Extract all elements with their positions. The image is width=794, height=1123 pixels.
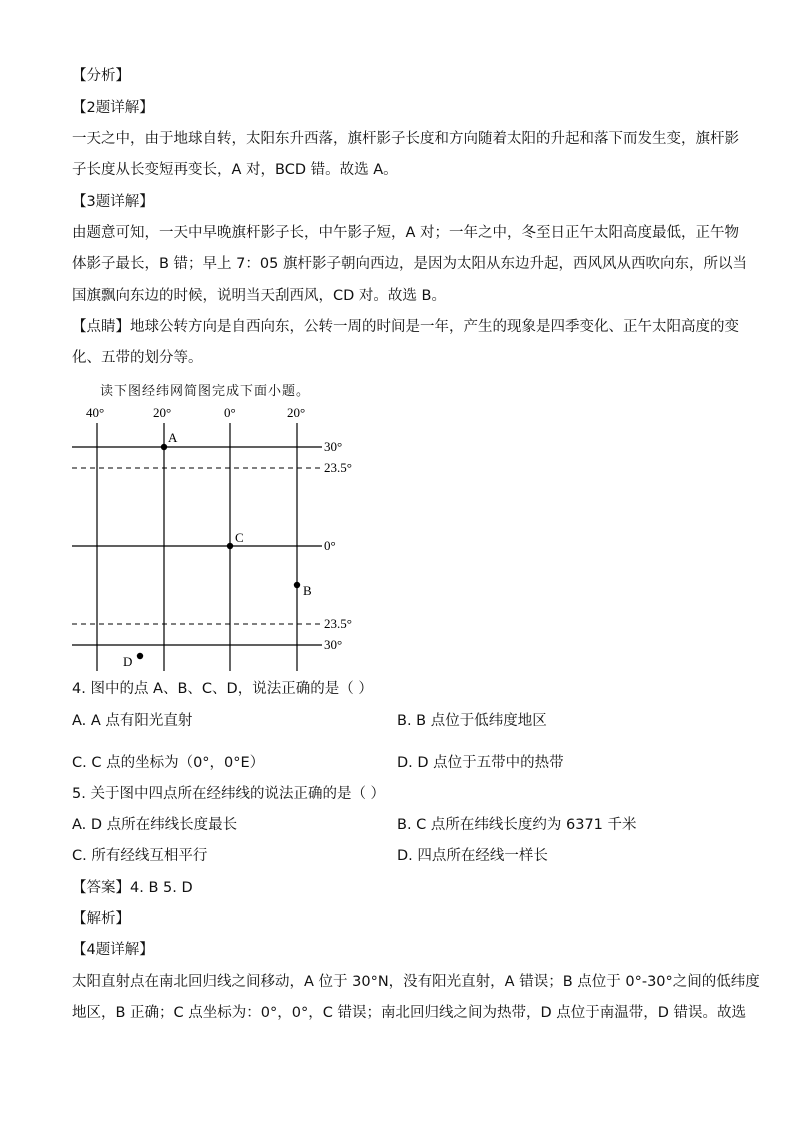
q2-detail-heading: 【2题详解】 <box>72 100 154 116</box>
lon-label-40w: 40° <box>86 405 105 420</box>
point-b-dot <box>294 582 300 588</box>
q4-option-a: A. A 点有阳光直射 <box>72 713 193 729</box>
point-a-label: A <box>168 430 178 445</box>
lat-label-equator: 0° <box>324 538 336 553</box>
q3-explanation-line-1: 由题意可知，一天中早晚旗杆影子长，中午影子短，A 对；一年之中，冬至日正午太阳高度最低，正午物 <box>72 225 740 241</box>
lat-lon-grid-figure <box>60 396 370 674</box>
point-a-dot <box>161 444 167 450</box>
q2-explanation-line-1: 一天之中，由于地球自转，太阳东升西落，旗杆影子长度和方向随着太阳的升起和落下而发生变，旗杆影 <box>72 131 739 147</box>
point-d-label: D <box>123 654 133 669</box>
q5-option-a: A. D 点所在纬线长度最长 <box>72 817 238 833</box>
figure-caption: 读下图经纬网简图完成下面小题。 <box>100 384 311 399</box>
q4-detail-heading: 【4题详解】 <box>72 942 154 958</box>
q5-stem: 5. 关于图中四点所在经纬线的说法正确的是（ ） <box>72 786 386 802</box>
q3-explanation-line-3: 国旗飘向东边的时候，说明当天刮西风，CD 对。故选 B。 <box>72 288 446 304</box>
q2-explanation-line-2: 子长度从长变短再变长，A 对，BCD 错。故选 A。 <box>72 162 398 178</box>
lon-label-0: 0° <box>224 405 236 420</box>
analysis-label: 【解析】 <box>72 911 130 927</box>
lon-label-20w: 20° <box>153 405 172 420</box>
key-point-line-2: 化、五带的划分等。 <box>72 350 203 366</box>
q5-option-d: D. 四点所在经线一样长 <box>397 848 548 864</box>
lat-label-30n: 30° <box>324 439 343 454</box>
q4-option-c: C. C 点的坐标为（0°，0°E） <box>72 755 265 771</box>
point-c-dot <box>227 543 233 549</box>
lon-label-20e: 20° <box>287 405 306 420</box>
q3-explanation-line-2: 体影子最长，B 错；早上 7：05 旗杆影子朝向西边，是因为太阳从东边升起，西风风从西吹向东，所以当 <box>72 256 747 272</box>
q4-stem: 4. 图中的点 A、B、C、D，说法正确的是（ ） <box>72 681 373 697</box>
point-d-dot <box>137 653 143 659</box>
q4-option-d: D. D 点位于五带中的热带 <box>397 755 564 771</box>
q3-detail-heading: 【3题详解】 <box>72 194 154 210</box>
lat-label-30s: 30° <box>324 637 343 652</box>
point-b-label: B <box>303 583 312 598</box>
q5-option-b: B. C 点所在纬线长度约为 6371 千米 <box>397 817 637 833</box>
analysis-heading: 【分析】 <box>72 68 130 84</box>
answer-line: 【答案】4. B 5. D <box>72 880 193 896</box>
key-point-line-1: 【点睛】地球公转方向是自西向东，公转一周的时间是一年，产生的现象是四季变化、正午太阳高度的变 <box>72 319 739 335</box>
lat-label-23-5s: 23.5° <box>324 616 352 631</box>
q5-option-c: C. 所有经线互相平行 <box>72 848 208 864</box>
q4-explanation-line-2: 地区，B 正确；C 点坐标为：0°，0°，C 错误；南北回归线之间为热带，D 点位于南温带，D 错误。故选 <box>72 1005 747 1021</box>
point-c-label: C <box>235 530 244 545</box>
lat-label-23-5n: 23.5° <box>324 460 352 475</box>
q4-option-b: B. B 点位于低纬度地区 <box>397 713 547 729</box>
q4-explanation-line-1: 太阳直射点在南北回归线之间移动，A 位于 30°N，没有阳光直射，A 错误；B 点位于 0°-30°之间的低纬度 <box>72 974 760 990</box>
